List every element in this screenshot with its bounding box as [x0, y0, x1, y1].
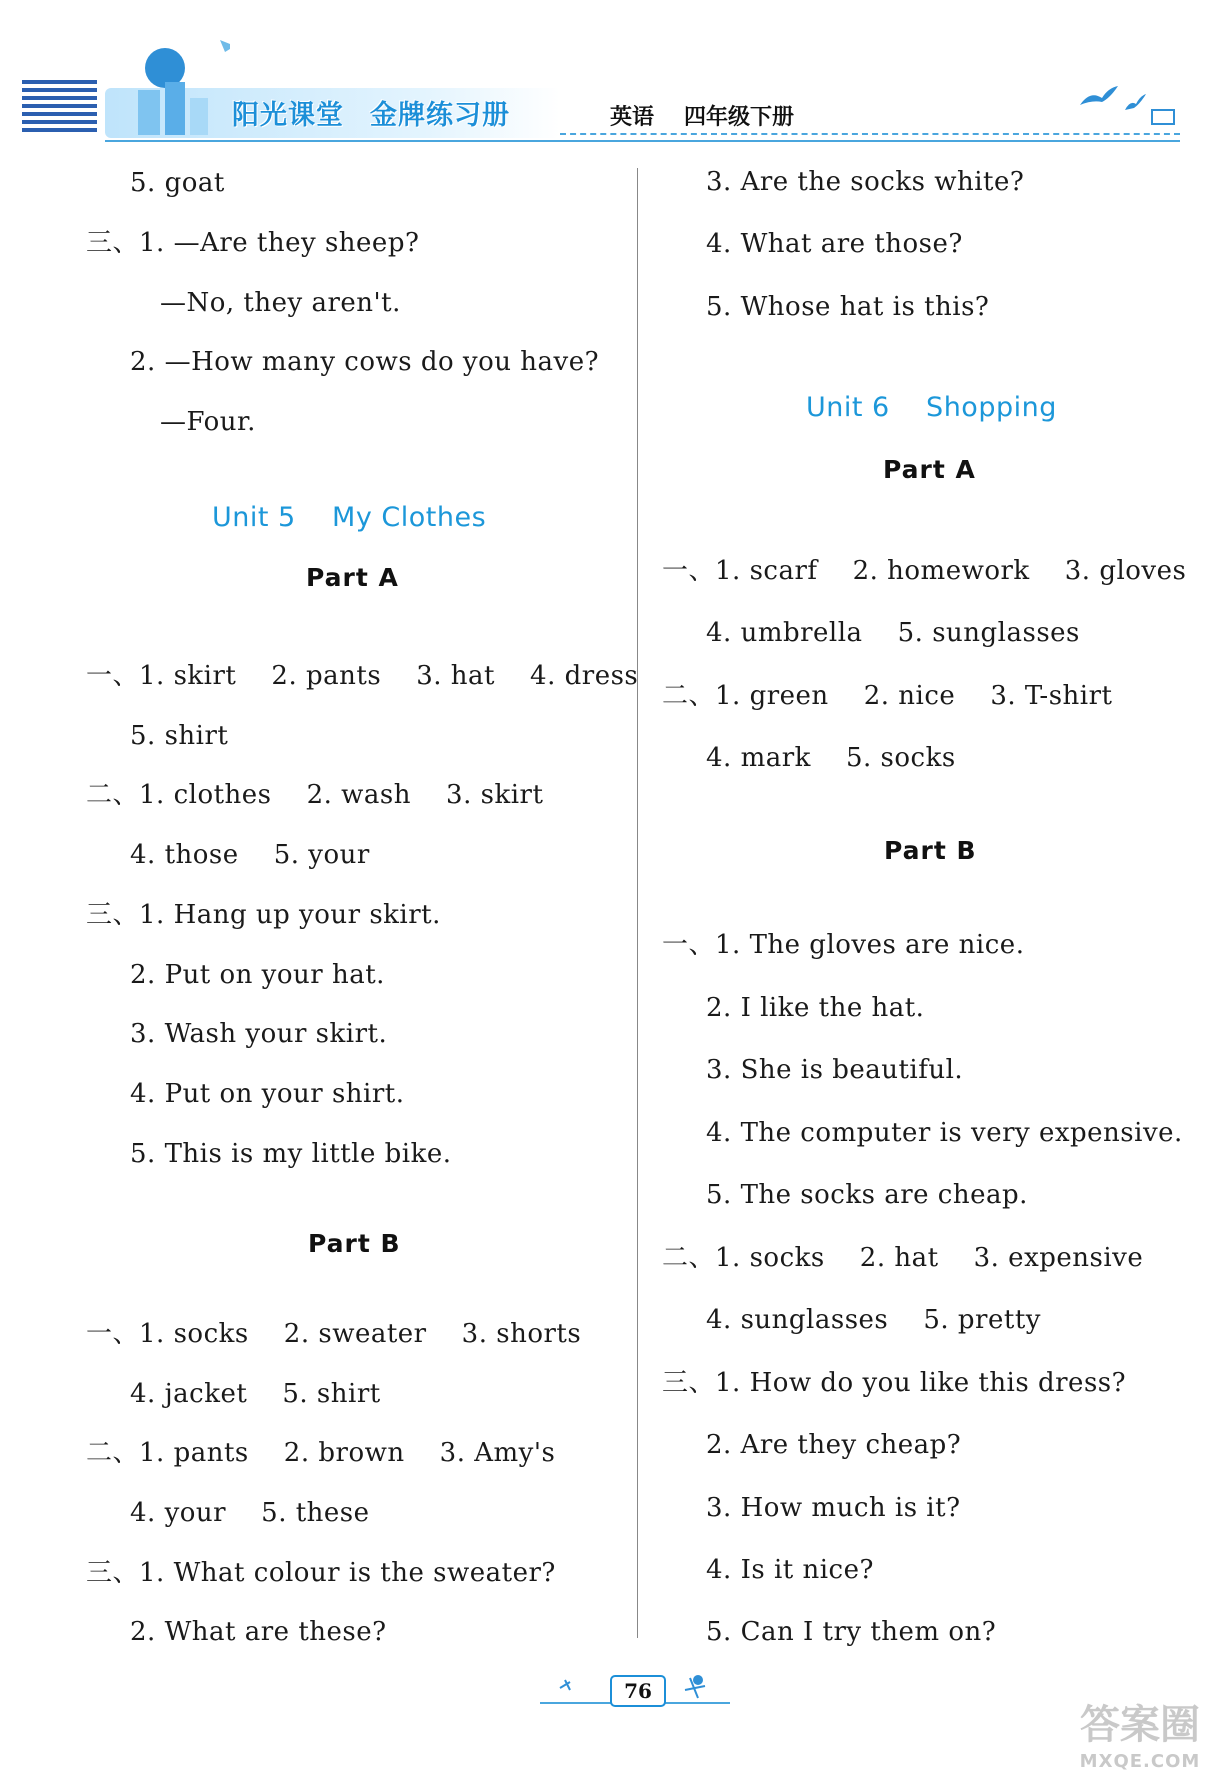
page-number: 76 [610, 1675, 666, 1707]
answer-line: 二、1. socks 2. hat 3. expensive [662, 1243, 1144, 1273]
answer-line: 二、1. pants 2. brown 3. Amy's [86, 1438, 556, 1468]
watermark [1065, 1700, 1215, 1785]
header-rule [105, 140, 1180, 142]
answer-line: 2. What are these? [130, 1617, 387, 1647]
answer-line: —No, they aren't. [160, 288, 401, 318]
answer-line: 三、1. What colour is the sweater? [86, 1558, 556, 1588]
answer-line: 4. umbrella 5. sunglasses [706, 618, 1080, 648]
answer-line: 二、1. clothes 2. wash 3. skirt [86, 780, 544, 810]
answer-line: 4. sunglasses 5. pretty [706, 1305, 1041, 1335]
brand-part1: 阳光课堂 [232, 100, 344, 131]
answer-line: 3. How much is it? [706, 1493, 961, 1523]
part-a-heading: Part A [306, 563, 399, 592]
grade-label: 四年级下册 [684, 105, 795, 130]
header-dash-line [560, 133, 1180, 135]
unit6-title: Unit 6 Shopping [806, 392, 1057, 423]
unit5-title: Unit 5 My Clothes [212, 502, 487, 533]
answer-line: 2. Put on your hat. [130, 960, 385, 990]
part-b-heading: Part B [308, 1229, 401, 1258]
column-divider [637, 168, 638, 1638]
answer-line: 4. mark 5. socks [706, 743, 956, 773]
answer-line: 4. jacket 5. shirt [130, 1379, 381, 1409]
part-b-heading: Part B [884, 836, 977, 865]
answer-line: 4. your 5. these [130, 1498, 370, 1528]
answer-line: 2. Are they cheap? [706, 1430, 962, 1460]
answer-line: 4. The computer is very expensive. [706, 1118, 1183, 1148]
answer-line: 5. Can I try them on? [706, 1617, 997, 1647]
brand-part2: 金牌练习册 [370, 100, 510, 131]
answer-line: 3. Are the socks white? [706, 167, 1025, 197]
header-stripes [22, 80, 97, 140]
answer-line: 5. goat [130, 168, 225, 198]
answer-line: 一、1. scarf 2. homework 3. gloves [662, 556, 1187, 586]
answer-line: 5. The socks are cheap. [706, 1180, 1028, 1210]
brand-title [232, 93, 536, 132]
answer-line: 5. This is my little bike. [130, 1139, 452, 1169]
answer-line: 5. Whose hat is this? [706, 292, 990, 322]
answer-line: 三、1. Hang up your skirt. [86, 900, 441, 930]
answer-line: 4. Is it nice? [706, 1555, 874, 1585]
answer-line: 4. What are those? [706, 229, 963, 259]
answer-line: 一、1. socks 2. sweater 3. shorts [86, 1319, 582, 1349]
answer-line: 一、1. The gloves are nice. [662, 930, 1025, 960]
answer-line: 2. —How many cows do you have? [130, 347, 600, 377]
answer-line: 3. She is beautiful. [706, 1055, 964, 1085]
kids-logo-icon [120, 40, 230, 140]
birds-icon [1070, 80, 1180, 130]
answer-line: 5. shirt [130, 721, 229, 751]
subject-grade [610, 100, 824, 131]
answer-line: 4. those 5. your [130, 840, 370, 870]
answer-line: 三、1. —Are they sheep? [86, 228, 420, 258]
page-header [0, 0, 1224, 160]
watermark-top: 答案圈 [1080, 1702, 1200, 1748]
answer-line: —Four. [160, 407, 256, 437]
answer-line: 3. Wash your skirt. [130, 1019, 388, 1049]
part-a-heading: Part A [883, 455, 976, 484]
answer-line: 一、1. skirt 2. pants 3. hat 4. dress [86, 661, 639, 691]
answer-line: 2. I like the hat. [706, 993, 925, 1023]
watermark-bottom: MXQE.COM [1079, 1751, 1201, 1772]
answer-line: 三、1. How do you like this dress? [662, 1368, 1127, 1398]
answer-line: 二、1. green 2. nice 3. T-shirt [662, 681, 1113, 711]
subject-label: 英语 [610, 105, 655, 130]
answer-line: 4. Put on your shirt. [130, 1079, 405, 1109]
